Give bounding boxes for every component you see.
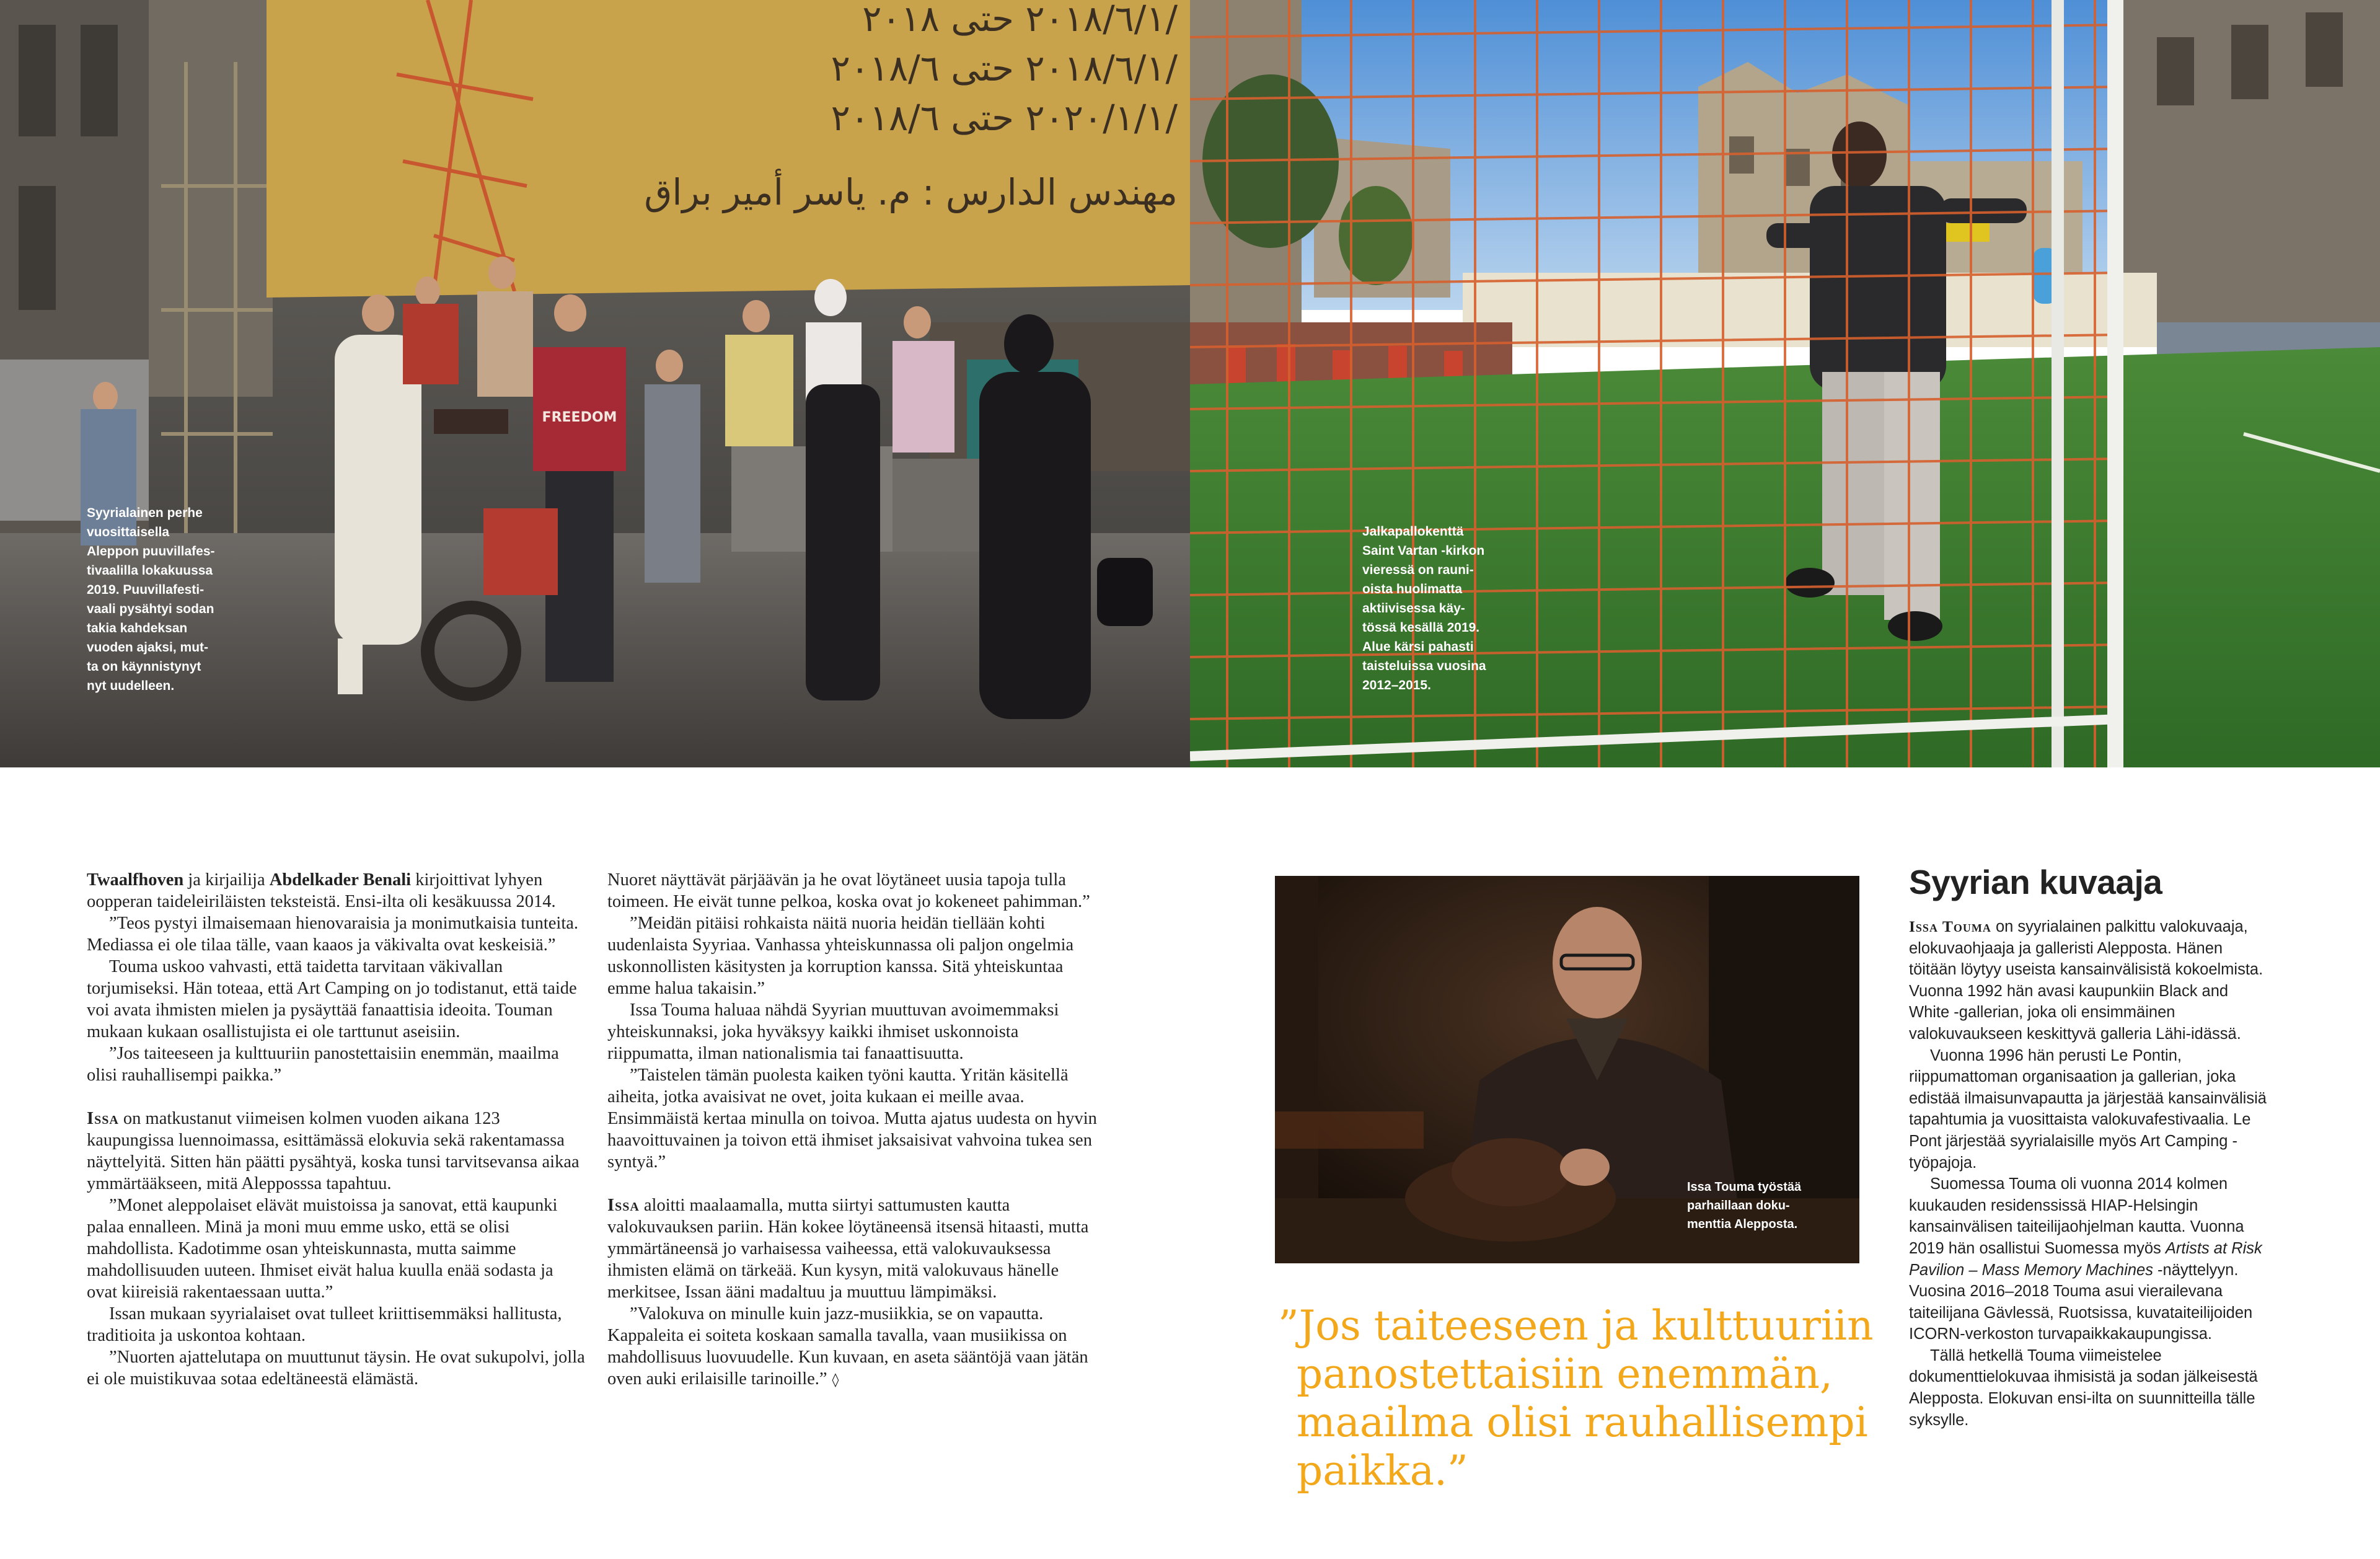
body-column-2 [607, 869, 1106, 1391]
col2-para-4: ”Taistelen tämän puolesta kaiken työni kautta. Yritän käsitellä aiheita, jotka avaisivat ne ovet, joita kukaan ei meille avaa. Ensimmäistä kertaa minulla on toivoa. Mutta ajatus uudesta on hyvin haavoittuvainen ja toivon että ihmiset jaksaisivat vahvoina tukea sen syntyä.” [607, 1066, 1097, 1172]
col2-para-1: Nuoret näyttävät pärjäävän ja he ovat löytäneet uusia tapoja tulla toimeen. He eivät tunne pelkoa, koska ovat jo kokeneet pahimman.” [607, 870, 1090, 911]
sidebar-para-2: Vuonna 1996 hän perusti Le Pontin, riippumattoman organisaation ja gallerian, joka edistää ilmaisunvapautta ja järjestää kansainvälisiä tapahtumia ja vuosittaista valokuvafestivaalia. Le Pont järjestää syyrialaisille myös Art Camping -työpajoja. [1909, 1046, 2267, 1172]
col1-para-5: Issa on matkustanut viimeisen kolmen vuoden aikana 123 kaupungissa luennoimassa, esittämässä elokuvia sekä rakentamassa näyttelyitä. Sitten hän päätti pysähtyä, koska tunsi tarvitsevansa aikaa ymmärtääkseen, mitä Alepposssa tapahtuu. [87, 1109, 580, 1193]
shirt-text: FREEDOM [542, 410, 617, 425]
col1-para-1: Twaalfhoven ja kirjailija Abdelkader Benali kirjoittivat lyhyen oopperan taideleiriläisten teksteistä. Ensi-ilta oli kesäkuussa 2014. [87, 870, 556, 911]
sign-line-1: ٢٠١٨/٦/١ حتى ٢٠١٨/ [862, 0, 1178, 40]
col1-para-8: ”Nuorten ajattelutapa on muuttunut täysin. He ovat sukupolvi, jolla ei ole muistikuvaa sotaa edeltäneestä elämästä. [87, 1348, 585, 1389]
sign-line-2: ٢٠١٨/٦/١ حتى ٢٠١٨/٦/ [831, 47, 1178, 89]
end-mark-icon: ◊ [832, 1372, 839, 1388]
col1-para-7: Issan mukaan syyrialaiset ovat tulleet kriittisemmäksi hallitusta, traditioita ja uskontoa kohtaan. [87, 1304, 562, 1345]
sidebar-para-4: Tällä hetkellä Touma viimeistelee dokumenttielokuvaa ihmisistä ja sodan jälkeisestä Alepposta. Elokuvan ensi-ilta on suunnitteilla tälle syksylle. [1909, 1346, 2258, 1429]
caption-football-pitch: Jalkapallokenttä Saint Vartan -kirkon vieressä on rauni- oista huolimatta aktiivisessa käy- tössä kesällä 2019. Alue kärsi pahasti taisteluissa vuosina 2012–2015. [1362, 524, 1486, 692]
sign-line-4: مهندس الدارس : م. ياسر أمير براق [644, 171, 1178, 213]
col2-para-3: Issa Touma haluaa nähdä Syyrian muuttuvan avoimemmaksi yhteiskunnaksi, joka hyväksyy kaikki ihmiset uskonnoista riippumatta, ilman nationalismia tai fanaattisuutta. [607, 1000, 1059, 1063]
col1-para-3: Touma uskoo vahvasti, että taidetta tarvitaan väkivallan torjumiseksi. Hän toteaa, että Art Camping on jo todistanut, että taide voi avata ihmisten mielen ja pysäyttää fanaattisia ideoita. Touman mukaan kukaan osallistujista ei ole tarttunut aseisiin. [87, 957, 577, 1041]
sidebar-para-3: Suomessa Touma oli vuonna 2014 kolmen kuukauden residenssissä HIAP-Helsingin kansainvälisen taiteilijaohjelman kautta. Vuonna 2019 hän osallistui Suomessa myös Artists at Risk Pavilion – Mass Memory Machines -näyttelyyn. Vuosina 2016–2018 Touma asui vierailevana taiteilijana Gävlessä, Ruotsissa, kuvataiteilijoiden ICORN-verkoston turvapaikkakaupungissa. [1909, 1175, 2262, 1343]
col1-para-6: ”Monet aleppolaiset elävät muistoissa ja sanovat, että kaupunki palaa ennalleen. Minä ja moni muu emme usko, että se olisi mahdollista. Kadotimme osan yhteiskunnasta, mutta saimme mahdollisuuden uuteen. Ihmiset eivät halua kuulla enää sodasta ja ovat kiireisiä rakentaessaan uutta.” [87, 1196, 558, 1302]
caption-portrait: Issa Touma työstää parhaillaan doku- menttia Alepposta. [1687, 1180, 1802, 1231]
caption-cotton-festival: Syyrialainen perhe vuosittaisella Aleppon puuvillafes- tivaalilla lokakuussa 2019. Puuvillafesti- vaali pysähtyi sodan takia kahdeksan vuoden ajaksi, mut- ta on käynnistynyt nyt uudelleen. [87, 506, 215, 693]
sidebar-para-1: Issa Touma on syyrialainen palkittu valokuvaaja, elokuvaohjaaja ja galleristi Alepposta. Hänen töitään löytyy useista kansainvälisistä kokoelmista. Vuonna 1992 hän avasi kaupunkiin Black and White -gallerian, joka oli ensimmäinen valokuvaukseen keskittyvä galleria Lähi-idässä. [1909, 917, 2263, 1043]
sign-line-3: ٢٠٢٠/١/١ حتى ٢٠١٨/٦/ [831, 97, 1178, 139]
sidebar-body [1909, 916, 2268, 1431]
col2-para-5: Issa aloitti maalaamalla, mutta siirtyi sattumusten kautta valokuvauksen pariin. Hän kokee löytäneensä itsensä hitaasti, mutta ymmärtäneensä jo varhaisessa vaiheessa, että valokuvauksessa ihmisten elämä on tärkeää. Kun kysyn, mitä valokuvaus hänelle merkitsee, Issan ääni madaltuu ja muuttuu lämpimäksi. [607, 1196, 1089, 1302]
body-column-1 [87, 869, 586, 1390]
col2-para-2: ”Meidän pitäisi rohkaista näitä nuoria heidän tiellään kohti uudenlaista Syyriaa. Vanhassa yhteiskunnassa oli paljon ongelmia uskonnollisten käsitysten ja korruption kanssa. Sitä yhteiskuntaa emme halua takaisin.” [607, 914, 1074, 998]
pull-quote: ”Jos taiteeseen ja kulttuuriin panostettaisiin enemmän, maailma olisi rauhallisempi paikka.” [1278, 1302, 1874, 1495]
col1-para-4: ”Jos taiteeseen ja kulttuuriin panostettaisiin enemmän, maailma olisi rauhallisempi paikka.” [87, 1044, 559, 1085]
col1-para-2: ”Teos pystyi ilmaisemaan hienovaraisia ja monimutkaisia tunteita. Mediassa ei ole tilaa tälle, vaan kaaos ja väkivalta ovat keskeisiä.” [87, 914, 579, 955]
sidebar-title: Syyrian kuvaaja [1909, 863, 2162, 901]
col2-para-6: ”Valokuva on minulle kuin jazz-musiikkia, se on vapautta. Kappaleita ei soiteta koskaan samalla tavalla, vaan musiikissa on mahdollisuus luovuudelle. Kun kuvaan, en aseta sääntöjä vaan jätän oven auki erilaisille tarinoille.” ◊ [607, 1304, 1088, 1389]
